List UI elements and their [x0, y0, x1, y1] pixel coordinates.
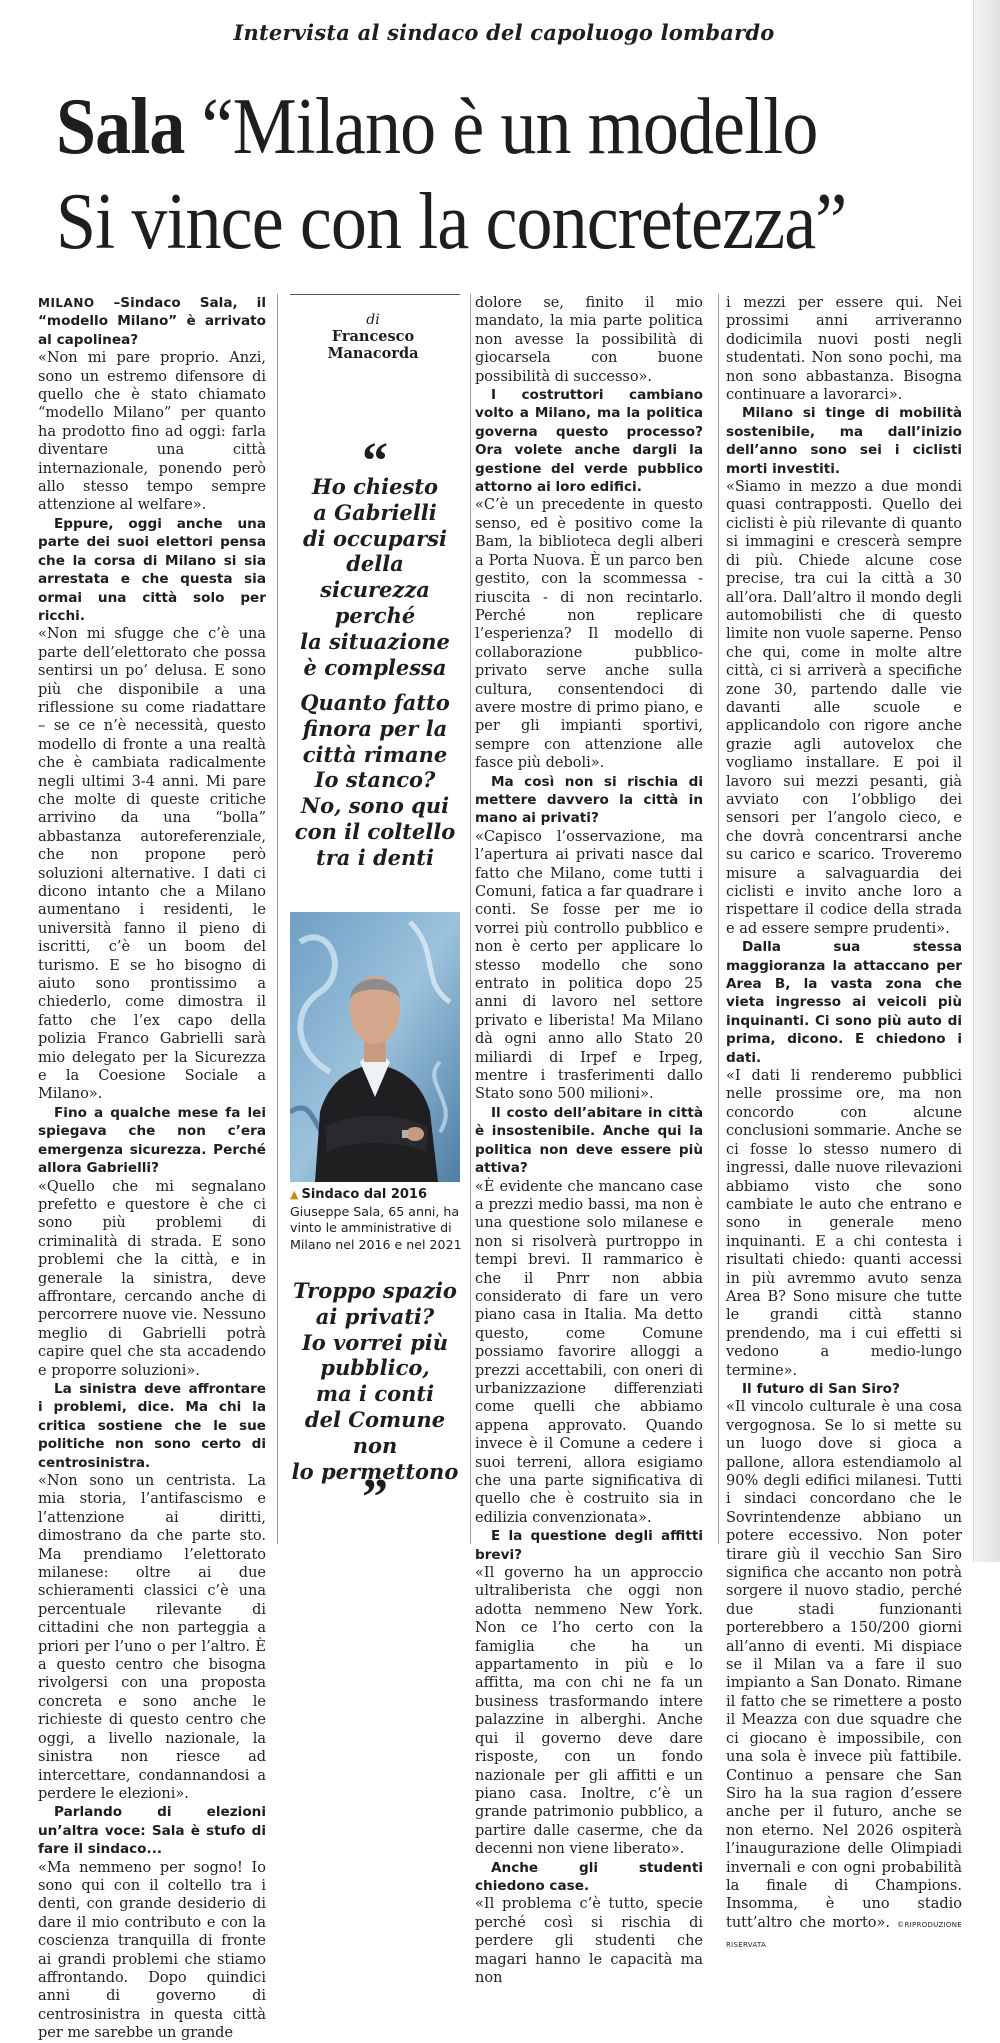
headline [56, 80, 866, 270]
column-rule [718, 294, 719, 1544]
answer: «Il vincolo culturale è una cosa vergognosa. Se lo si mette su un luogo dove si gioca a pallone, allora estendiamolo al 90% degli edifici milanesi. Tutti i sindaci concordano che le Sovrintendenze abbiano un potere eccessivo. Non poter tirare giù il vecchio San Siro significa che accanto non potrà sorgere il nuovo stadio, perché due stadi funzionanti porterebbero a 150/200 giorni all’anno di eventi. Mi dispiace se il Milan va a fare il suo impianto a San Donato. Rimane il fatto che se rimettere a posto il Meazza con due squadre che ci giocano è impossibile, con una sola è invece più fattibile. Continuo a pensare che San Siro ha la sua ragion d’essere anche per il futuro, anche se non eterno. Nel 2026 ospiterà l’inaugurazione delle Olimpiadi invernali e con ogni probabilità la finale di Champions. Insomma, è uno stadio tutt’altro che morto». ©RIPRODUZIONE RISERVATA [726, 1399, 962, 1950]
headline-quote-1: “Milano è un modello [201, 83, 818, 171]
photo-caption [290, 1186, 462, 1253]
answer: dolore se, finito il mio mandato, la mia parte politica non avesse la possibilità di giocarsela con buone possibilità di successo». [475, 295, 703, 385]
reproduction-notice: ©RIPRODUZIONE RISERVATA [726, 1920, 962, 1950]
caption-triangle-icon: ▲ [290, 1188, 299, 1201]
article-column-3 [475, 294, 703, 1987]
question: Ma così non si rischia di mettere davvero la città in mano ai privati? [475, 773, 703, 827]
question: I costruttori cambiano volto a Milano, ma la politica governa questo processo? Ora volete anche dargli la gestione del verde pubblico attorno ai loro edifici. [475, 387, 703, 496]
answer: «C’è un precedente in questo senso, ed è positivo come la Bam, la biblioteca degli alberi a Porta Nuova. È un parco ben gestito, con la scommessa - riuscita - di non recintarlo. Perché non replicare l’esperienza? Il modello di collaborazione pubblico-privato serve anche sulla cultura, consentendoci di avere mostre di primo piano, e per gli impianti sportivi, sempre con attenzione alle fasce più deboli». [475, 497, 703, 772]
question: Eppure, oggi anche una parte dei suoi elettori pensa che la corsa di Milano si sia arrestata e che questa sia ormai una città solo per ricchi. [38, 515, 266, 624]
question: La sinistra deve affrontare i problemi, dice. Ma chi la critica sostiene che le sue politiche non sono certo di centrosinistra. [38, 1380, 266, 1471]
headline-line-1 [56, 80, 866, 175]
question: –Sindaco Sala, il “modello Milano” è arrivato al capolinea? [38, 295, 266, 348]
question: Dalla sua stessa maggioranza la attaccano per Area B, la vasta zona che vieta ingresso ai veicoli più inquinanti. Ci sono più auto di prima, dicono. E chiedono i dati. [726, 939, 962, 1066]
answer: «Il problema c’è tutto, specie perché così si rischia di perdere gli studenti che magari hanno le capacità ma non [475, 1896, 703, 1986]
answer: «Non mi pare proprio. Anzi, sono un estremo difensore di quello che è stato chiamato “modello Milano” per quanto ha prodotto fino ad oggi: farla diventare una città internazionale, ponendo però allo stesso tempo sempre attenzione al welfare». [38, 350, 266, 514]
headline-name: Sala [56, 83, 185, 171]
byline-rule [290, 294, 460, 295]
page-gutter [973, 0, 1000, 1562]
question: Fino a qualche mese fa lei spiegava che non c’era emergenza sicurezza. Perché allora Gabrielli? [38, 1104, 266, 1177]
pull-quote-3: Troppo spazio ai privati? Io vorrei più pubblico, ma i conti del Comune non lo permettono [291, 1278, 459, 1484]
article-column-1 [38, 294, 266, 2043]
caption-text: Giuseppe Sala, 65 anni, ha vinto le amministrative di Milano nel 2016 e nel 2021 [290, 1203, 462, 1252]
answer: «Il governo ha un approccio ultraliberista che oggi non adotta nemmeno New York. Non ce l’ho certo con la famiglia che ha un appartamento in più e lo affitta, ma con chi ne fa un business trasformando intere palazzine in alberghi. Anche qui il governo deve dare risposte, con un fondo nazionale per gli affitti e un piano casa. Inoltre, c’è un grande patrimonio pubblico, a partire dalle caserme, che da decenni non viene liberato». [475, 1565, 703, 1858]
close-quote-mark: ” [362, 1469, 388, 1526]
answer: «Capisco l’osservazione, ma l’apertura ai privati nasce dal fatto che Milano, come tutti i Comuni, fatica a far quadrare i conti. Se fosse per me io vorrei più controllo pubblico e non è certo per applicare lo stesso modello che sono entrato in politica dopo 25 anni di lavoro nel settore privato e liberista! Ma Milano dà ogni anno allo Stato 20 miliardi di Irpef e Irpeg, mentre i trasferimenti dallo Stato sono 500 milioni». [475, 828, 703, 1103]
question: Parlando di elezioni un’altra voce: Sala è stufo di fare il sindaco... [38, 1804, 266, 1858]
answer: «Non sono un centrista. La mia storia, l’antifascismo e l’attenzione ai diritti, dimostrano da che parte sto. Ma prendiamo l’elettorato milanese: oltre ai due schieramenti classici c’è una percentuale rilevante di cittadini che non parteggia a priori per l’uno o per l’altro. È a questo centro che bisogna rivolgersi con una proposta concreta e sono anche le richieste di questo centro che oggi, a livello nazionale, la sinistra non riesce ad intercettare, condannandosi a perdere le elezioni». [38, 1473, 266, 1802]
open-quote-mark: “ [362, 433, 388, 490]
answer: «Ma nemmeno per sogno! Io sono qui con il coltello tra i denti, con grande desiderio di dare il mio contributo e con la coscienza tranquilla di fronte ai grandi problemi che stiamo affrontando. Dopo quindici anni di governo di centrosinistra in questa città per me sarebbe un grande [38, 1859, 266, 2042]
answer: «È evidente che mancano case a prezzi medio bassi, ma non è una questione solo milanese e non si risolverà purtroppo in tempi brevi. Il rammarico è che il Pnrr non abbia considerato di fare un vero piano casa in Italia. Ma detto questo, come Comune possiamo favorire alloggi a prezzi accettabili, con oneri di urbanizzazione differenziati come quelli che abbiamo appena approvato. Quando invece è il Comune a cedere i suoi terreni, allora esigiamo che una parte significativa di quello che è costruito sia in edilizia convenzionata». [475, 1178, 703, 1526]
pull-quote-1: Ho chiesto a Gabrielli di occuparsi della sicurezza perché la situazione è complessa [300, 474, 450, 680]
question: Anche gli studenti chiedono case. [475, 1859, 703, 1894]
dateline: MILANO [38, 296, 95, 310]
column-rule [277, 294, 278, 1544]
column-rule [470, 294, 471, 1544]
article-column-4 [726, 294, 962, 1955]
byline-author: Francesco Manacorda [327, 328, 419, 362]
mayor-photo [290, 912, 460, 1182]
pull-quote-2: Quanto fatto finora per la città rimane Io stanco? No, sono qui con il coltello tra i denti [294, 690, 456, 870]
kicker: Intervista al sindaco del capoluogo lombardo [233, 20, 775, 45]
caption-title: Sindaco dal 2016 [301, 1187, 428, 1202]
question: Il costo dell’abitare in città è insostenibile. Anche qui la politica non deve essere più attiva? [475, 1104, 703, 1177]
answer: «Quello che mi segnalano prefetto e questore è che ci sono più problemi di criminalità di strada. E sono problemi che la città, e in generale la sinistra, deve affrontare, cercando anche di percorrere nuove vie. Nessuno meglio di Gabrielli potrà capire quel che sta accadendo e proporre soluzioni». [38, 1178, 266, 1379]
headline-line-2: Si vince con la concretezza” [56, 178, 847, 266]
portrait-image [290, 912, 460, 1182]
byline-di: di [366, 312, 380, 328]
answer: i mezzi per essere qui. Nei prossimi anni arriveranno dodicimila nuovi posti negli studentati. Non sono pochi, ma non sono abbastanza. Bisogna continuare a lavorarci». [726, 295, 962, 404]
answer: «I dati li renderemo pubblici nelle prossime ore, ma non concordo con alcune conclusioni sommarie. Anche se ci fosse lo stesso numero di ingressi, dalle nuove rilevazioni abbiamo visto che sono cambiate le auto che entrano e sono in generale meno inquinanti. E a chi contesta i risultati chiedo: quanti accessi in più avremmo avuto senza Area B? Sono misure che tutte le grandi città stanno prendendo, ma i cui effetti si vedono a medio-lungo termine». [726, 1068, 962, 1379]
question: Il futuro di San Siro? [742, 1380, 900, 1397]
answer: «Siamo in mezzo a due mondi quasi contrapposti. Quello dei ciclisti è più rilevante di quanto si immagini e crescerà sempre di più. Chiede alcune cose precise, tra cui la città a 30 all’ora. Dall’altro il mondo degli automobilisti che di questo limite non vuole saperne. Penso che qui, come in molte altre città, ci si arriverà a specifiche zone 30, partendo dalle vie davanti alle scuole e applicandolo con rigore anche grazie agli autovelox che vogliamo installare. E poi il lavoro sui mezzi pesanti, già avviato con l’obbligo dei sensori per l’angolo cieco, e che dovrà concentrarsi anche su carico e scarico. Troveremo misure a salvaguardia dei ciclisti e invito anche loro a rispettare il codice della strada e ad essere sempre prudenti». [726, 479, 962, 937]
question: E la questione degli affitti brevi? [475, 1528, 703, 1563]
question: Milano si tinge di mobilità sostenibile, ma dall’inizio dell’anno sono sei i ciclisti morti investiti. [726, 405, 962, 477]
answer: «Non mi sfugge che c’è una parte dell’elettorato che possa sentirsi un po’ delusa. E sono più che disponibile a una riflessione su come riadattare – se ce n’è necessità, questo modello di fronte a una realtà che è cambiata radicalmente negli ultimi 3-4 anni. Mi pare che molte di queste critiche arrivino da una “bolla” abbastanza autoreferenziale, che non propone però soluzioni alternative. I dati ci dicono intanto che a Milano aumentano i residenti, le università fanno il pieno di iscritti, c’è un boom del turismo. E se ho bisogno di aiuto sono prontissimo a chiederlo, come dimostra il fatto che l’ex capo della polizia Franco Gabrielli sarà mio delegato per la Sicurezza e la Coesione Sociale a Milano». [38, 626, 266, 1103]
